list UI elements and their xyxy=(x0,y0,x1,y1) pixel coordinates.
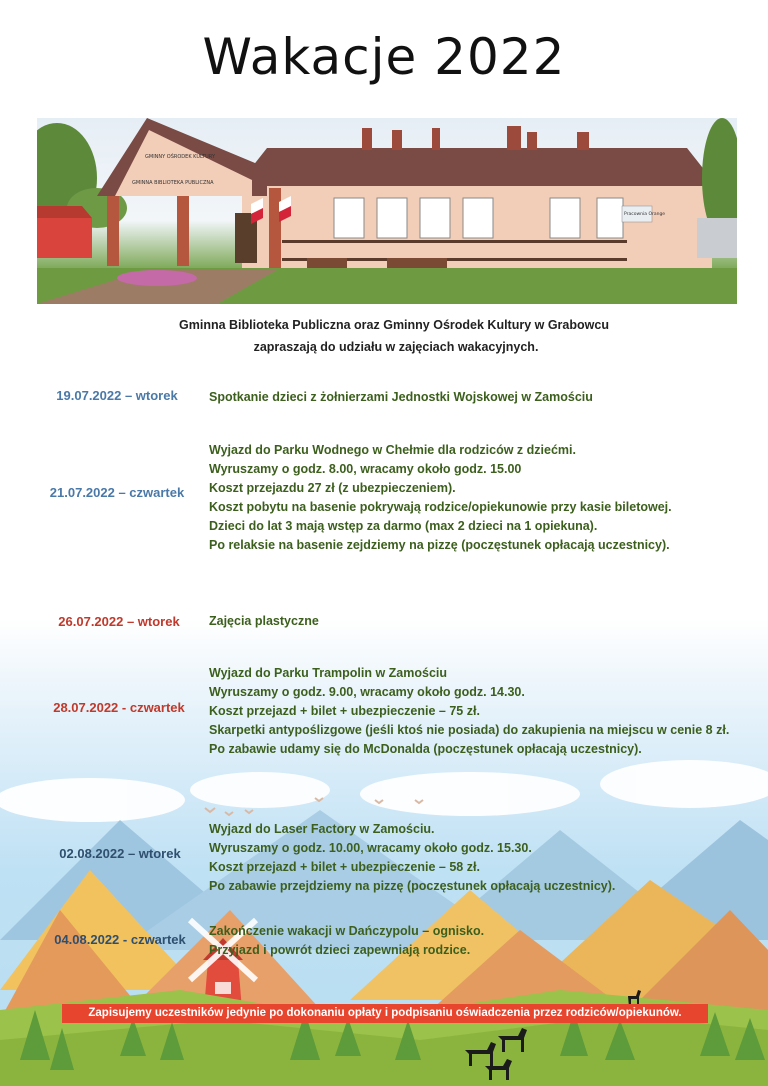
event-description xyxy=(209,820,749,896)
intro-line-1: Gminna Biblioteka Publiczna oraz Gminny Ośrodek Kultury w Grabowcu xyxy=(179,318,609,332)
event-date: 26.07.2022 – wtorek xyxy=(58,614,180,629)
registration-notice: Zapisujemy uczestników jedynie po dokonaniu opłaty i podpisaniu oświadczenia przez rodziców/opiekunów. xyxy=(62,1004,708,1023)
event-description-line: Po zabawie udamy się do McDonalda (poczęstunek opłacają uczestnicy). xyxy=(209,742,642,756)
event-description xyxy=(209,664,749,759)
sign-bottom: GMINNA BIBLIOTEKA PUBLICZNA xyxy=(132,180,214,186)
plaque-text: Pracownia Orange xyxy=(624,212,666,217)
intro-line-2: zapraszają do udziału w zajęciach wakacyjnych. xyxy=(253,340,539,354)
event-date: 19.07.2022 – wtorek xyxy=(56,388,178,403)
event-date: 04.08.2022 - czwartek xyxy=(54,932,186,947)
event-description xyxy=(209,441,749,555)
event-description-line: Zajęcia plastyczne xyxy=(209,614,319,628)
event-description-line: Wyjazd do Parku Trampolin w Zamościu xyxy=(209,666,448,680)
sign-top: GMINNY OŚRODEK KULTURY xyxy=(145,154,216,160)
event-description-line: Przyjazd i powrót dzieci zapewniają rodzice. xyxy=(209,943,471,957)
event-description-line: Wyruszamy o godz. 8.00, wracamy około godz. 15.00 xyxy=(209,462,522,476)
event-description-line: Koszt przejazd + bilet + ubezpieczenie – 75 zł. xyxy=(209,704,480,718)
event-description-line: Spotkanie dzieci z żołnierzami Jednostki Wojskowej w Zamościu xyxy=(209,390,593,404)
event-description-line: Wyjazd do Parku Wodnego w Chełmie dla rodziców z dziećmi. xyxy=(209,443,576,457)
event-date: 21.07.2022 – czwartek xyxy=(49,485,185,500)
event-description-line: Wyjazd do Laser Factory w Zamościu. xyxy=(209,822,435,836)
event-date: 02.08.2022 – wtorek xyxy=(59,846,181,861)
event-description-line: Zakończenie wakacji w Dańczypolu – ognisko. xyxy=(209,924,485,938)
clouds xyxy=(0,760,768,822)
event-description-line: Po relaksie na basenie zejdziemy na pizzę (poczęstunek opłacają uczestnicy). xyxy=(209,538,670,552)
event-description xyxy=(209,388,749,407)
building-photo xyxy=(37,118,737,304)
event-description-line: Koszt pobytu na basenie pokrywają rodzice/opiekunowie przy kasie biletowej. xyxy=(209,500,672,514)
building-illustration xyxy=(37,118,737,304)
event-description-line: Koszt przejazdu 27 zł (z ubezpieczeniem). xyxy=(209,481,456,495)
event-description-line: Po zabawie przejdziemy na pizzę (poczęstunek opłacają uczestnicy). xyxy=(209,879,616,893)
event-description-line: Dzieci do lat 3 mają wstęp za darmo (max 2 dzieci na 1 opiekuna). xyxy=(209,519,598,533)
event-description-line: Wyruszamy o godz. 9.00, wracamy około godz. 14.30. xyxy=(209,685,525,699)
event-description-line: Wyruszamy o godz. 10.00, wracamy około godz. 15.30. xyxy=(209,841,532,855)
event-description-line: Skarpetki antypoślizgowe (jeśli ktoś nie posiada) do zakupienia na miejscu w cenie 8 zł. xyxy=(209,723,730,737)
event-date: 28.07.2022 - czwartek xyxy=(53,700,185,715)
page-title: Wakacje 2022 xyxy=(202,28,566,86)
event-description xyxy=(209,922,749,960)
event-description-line: Koszt przejazd + bilet + ubezpieczenie – 58 zł. xyxy=(209,860,480,874)
event-description xyxy=(209,612,749,631)
